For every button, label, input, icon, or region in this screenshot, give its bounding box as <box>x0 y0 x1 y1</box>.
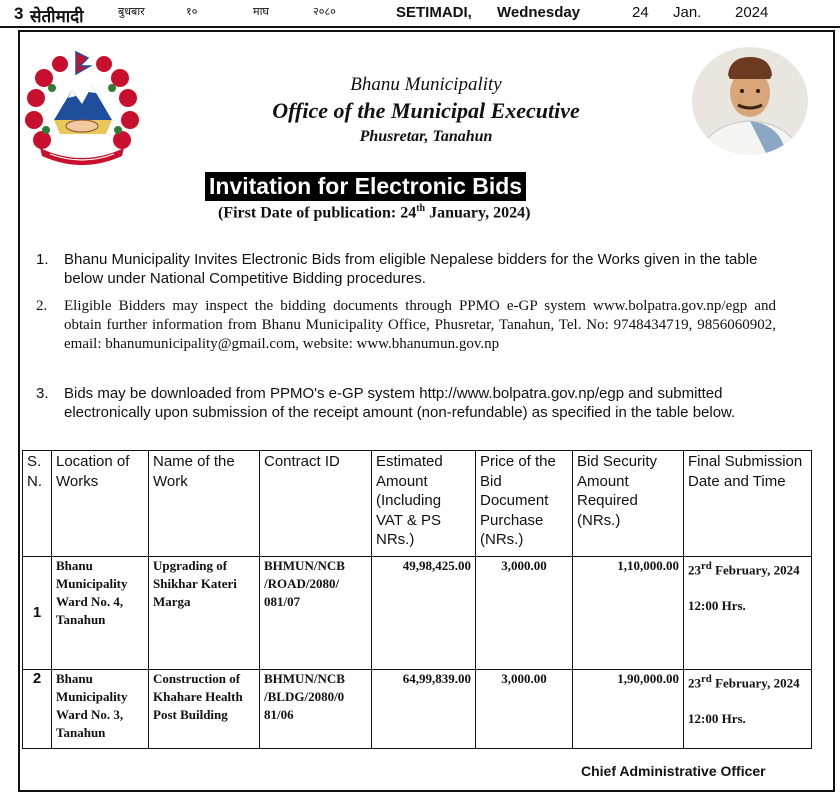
office-address: Phusretar, Tanahun <box>359 128 493 145</box>
col-header-contract: Contract ID <box>260 451 372 557</box>
day-english: Wednesday <box>497 4 581 21</box>
notice-title: Invitation for Electronic Bids <box>205 172 526 201</box>
month-english: Jan. <box>673 4 702 21</box>
year-nepali: २०८० <box>313 6 336 18</box>
row-price: 3,000.00 <box>476 670 573 749</box>
row-work: Upgrading of Shikhar Kateri Marga <box>149 557 260 670</box>
month-nepali: माघ <box>253 6 269 18</box>
col-header-price: Price of the Bid Document Purchase (NRs.) <box>476 451 573 557</box>
col-header-location: Location of Works <box>52 451 149 557</box>
date-english: 24 <box>632 4 649 21</box>
row-security: 1,90,000.00 <box>573 670 684 749</box>
table-row <box>23 670 812 749</box>
row-estimate: 64,99,839.00 <box>372 670 476 749</box>
col-header-estimate: Estimated Amount (Including VAT & PS NRs.) <box>372 451 476 557</box>
row-deadline: 23rd February, 2024 12:00 Hrs. <box>684 670 812 749</box>
office-name: Office of the Municipal Executive <box>272 98 580 123</box>
row-location: Bhanu Municipality Ward No. 4, Tanahun <box>52 557 149 670</box>
row-deadline: 23rd February, 2024 12:00 Hrs. <box>684 557 812 670</box>
row-sn: 2 <box>23 670 52 749</box>
row-security: 1,10,000.00 <box>573 557 684 670</box>
col-header-security: Bid Security Amount Required (NRs.) <box>573 451 684 557</box>
publication-date: (First Date of publication: 24th January, 2024) <box>218 203 531 222</box>
paper-name-nepali: सेतीमादी <box>30 7 84 26</box>
row-work: Construction of Khahare Health Post Building <box>149 670 260 749</box>
col-header-work: Name of the Work <box>149 451 260 557</box>
row-deadline-time: 12:00 Hrs. <box>688 598 746 614</box>
paper-name-english: SETIMADI, <box>396 4 472 21</box>
col-header-deadline: Final Submission Date and Time <box>684 451 812 557</box>
col-header-sn: S. N. <box>23 451 52 557</box>
day-nepali: बुधबार <box>118 6 145 18</box>
row-location: Bhanu Municipality Ward No. 3, Tanahun <box>52 670 149 749</box>
table-header-row <box>23 451 812 557</box>
row-sn: 1 <box>23 557 52 670</box>
date-nepali: १० <box>186 6 198 18</box>
row-contract-id: BHMUN/NCB /ROAD/2080/ 081/07 <box>260 557 372 670</box>
year-english: 2024 <box>735 4 769 21</box>
page-number: 3 <box>14 4 24 23</box>
row-estimate: 49,98,425.00 <box>372 557 476 670</box>
signoff: Chief Administrative Officer <box>581 763 766 779</box>
newspaper-header <box>0 0 840 28</box>
municipality-name: Bhanu Municipality <box>350 74 502 95</box>
row-contract-id: BHMUN/NCB /BLDG/2080/0 81/06 <box>260 670 372 749</box>
row-deadline-time: 12:00 Hrs. <box>688 711 746 727</box>
table-row <box>23 557 812 670</box>
bids-table <box>22 450 812 749</box>
row-price: 3,000.00 <box>476 557 573 670</box>
